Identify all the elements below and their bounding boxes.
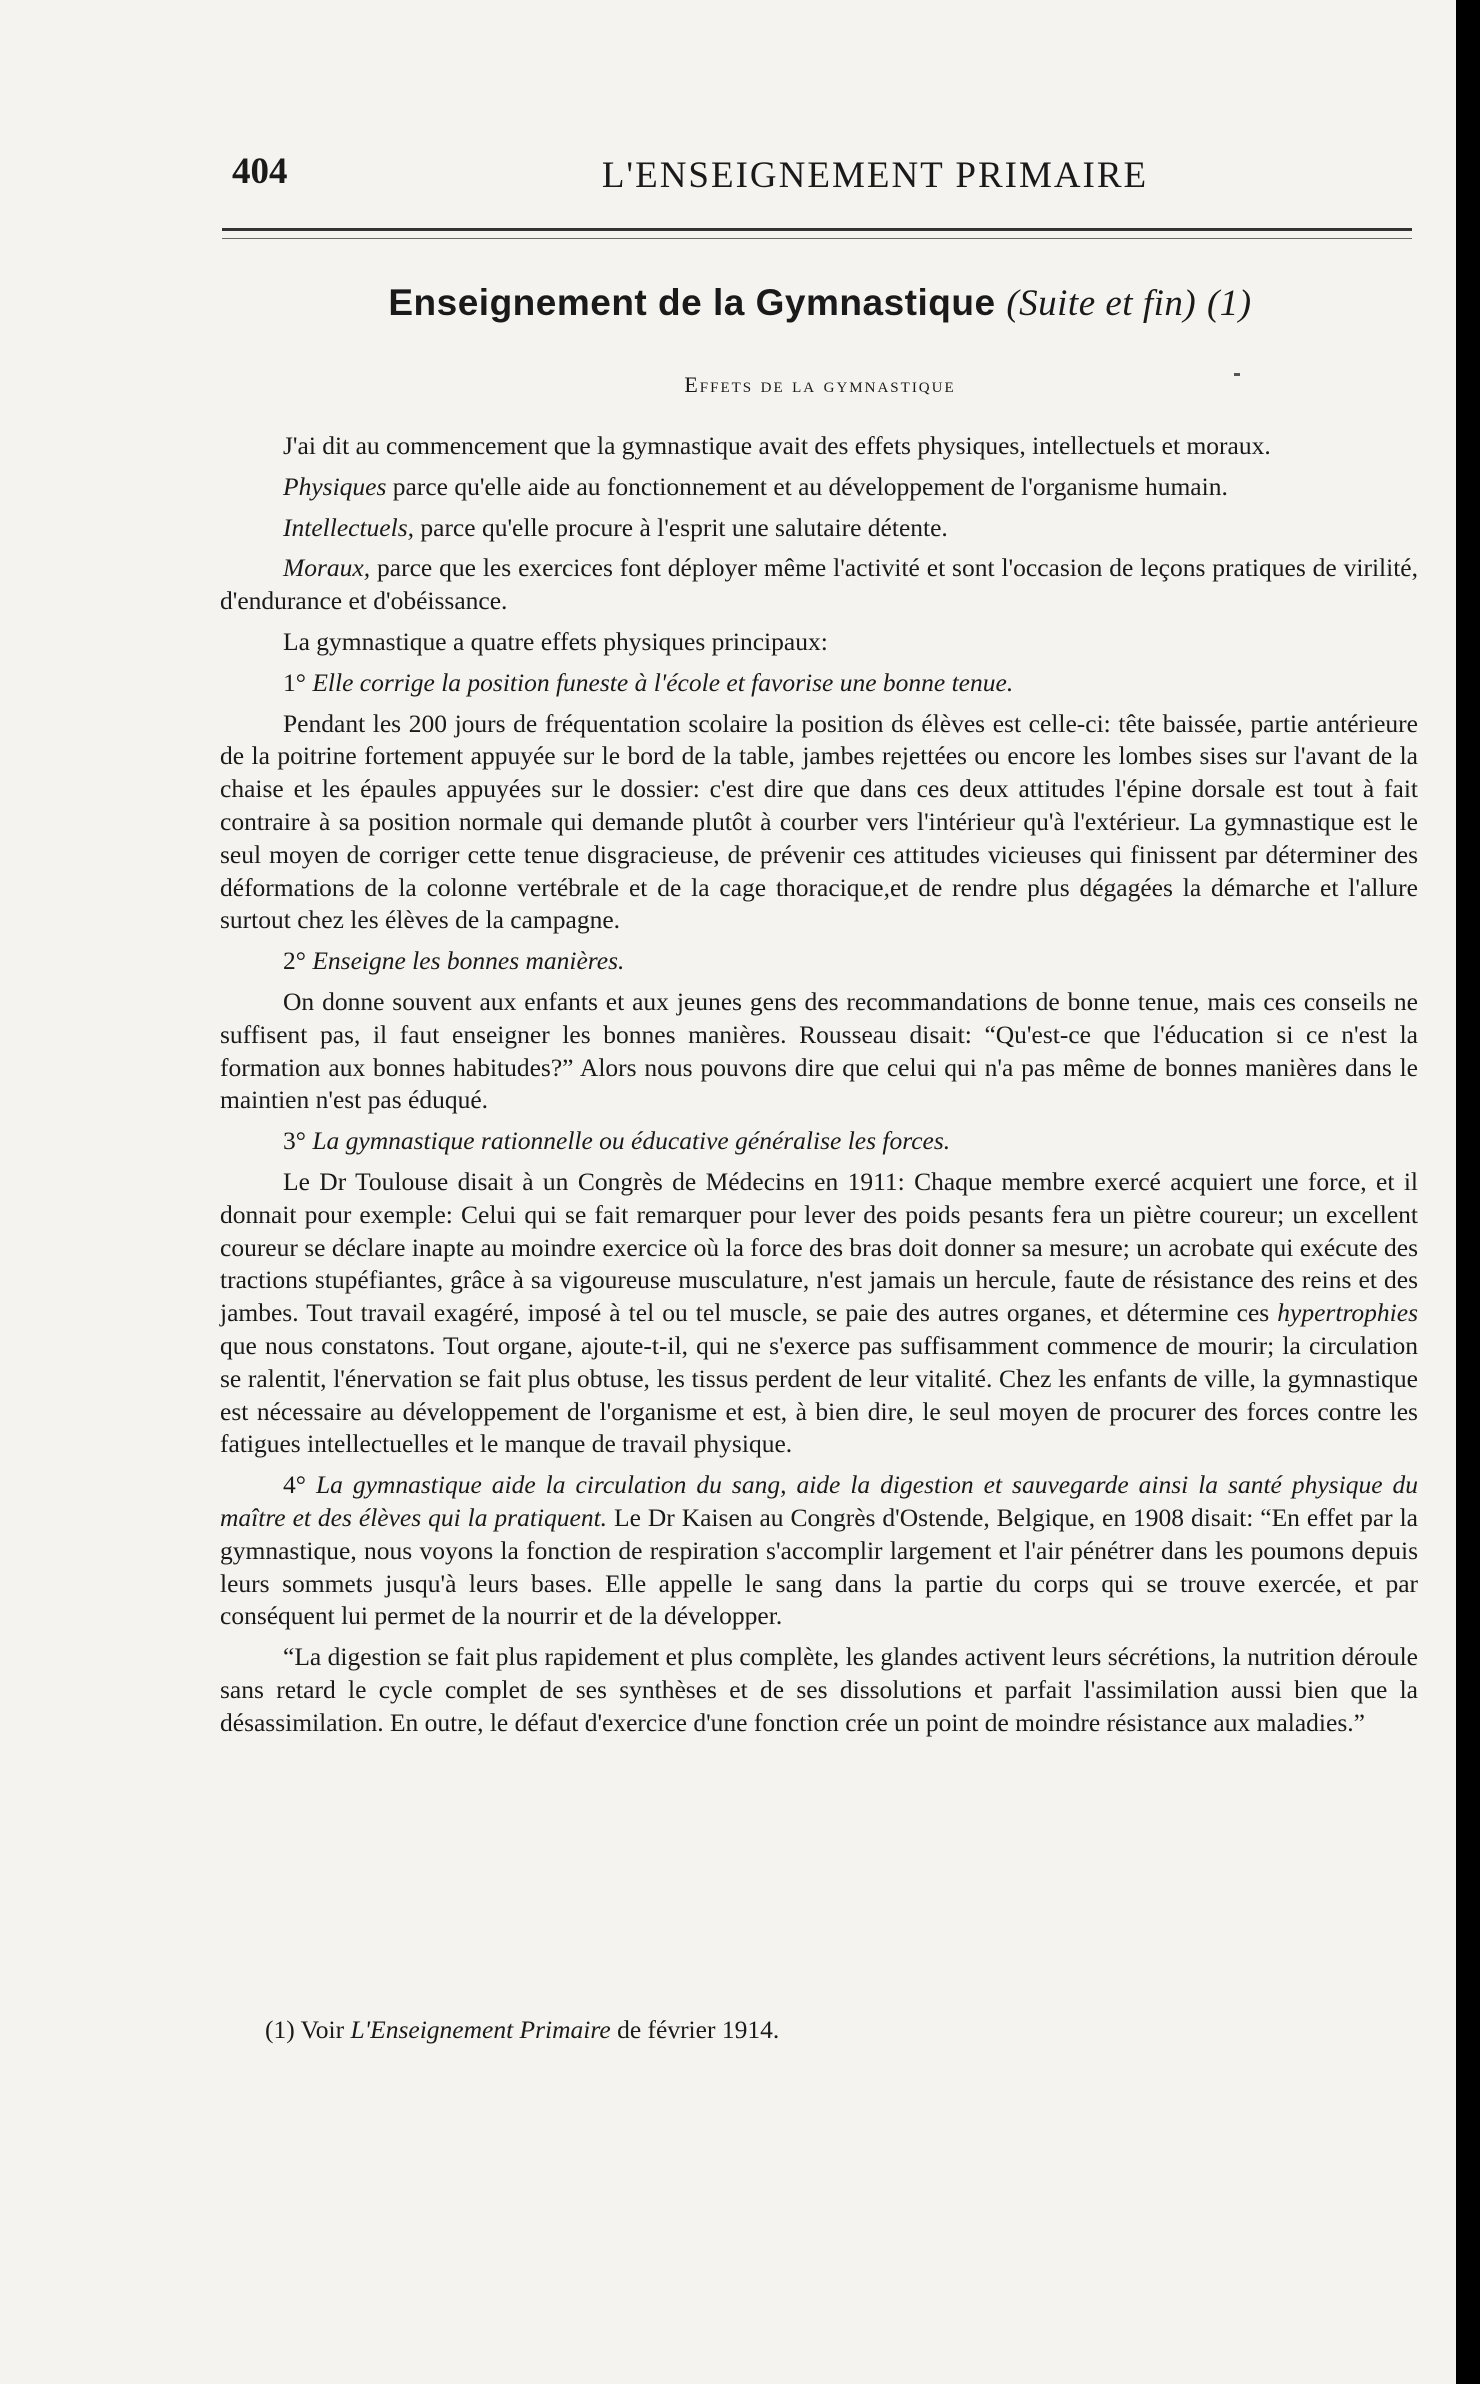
point-text: La gymnastique aide la circulation du sang, aide la digestion et sauvegarde ainsi la santé physique du maître et des élèves qui la pratiquent. xyxy=(220,1470,1418,1532)
point-3-heading xyxy=(220,1125,1418,1158)
paragraph-intro: J'ai dit au commencement que la gymnastique avait des effets physiques, intellectuels et moraux. xyxy=(283,431,1271,460)
paragraph-italic: hypertrophies xyxy=(1277,1298,1418,1328)
point-text: Elle corrige la position funeste à l'école et favorise une bonne tenue. xyxy=(312,667,1014,697)
article-body xyxy=(220,430,1418,1739)
paragraph-lead: Physiques xyxy=(283,471,387,501)
header-rule-thin xyxy=(222,238,1412,239)
paragraph-lead: Moraux, xyxy=(283,553,371,583)
article-title xyxy=(220,282,1420,325)
article-title-footnote-ref: (1) xyxy=(1206,283,1252,324)
article-title-text: Enseignement de la Gymnastique xyxy=(388,282,996,323)
point-number: 3° xyxy=(283,1126,306,1156)
point-number: 1° xyxy=(283,667,306,697)
section-heading: Effets de la gymnastique xyxy=(684,372,956,397)
point-text: La gymnastique rationnelle ou éducative généralise les forces. xyxy=(312,1126,951,1156)
footnote-text: Voir xyxy=(300,2015,351,2044)
paragraph-toulouse xyxy=(220,1166,1418,1461)
point-4-paragraph xyxy=(220,1469,1418,1633)
paragraph-text: Le Dr Kaisen au Congrès d'Ostende, Belgique, en 1908 disait: “En effet par la gymnastique, nous voyons la fonction de respiration s'accomplir largement et l'air pénétrer dans les poumons depuis leurs sommets jusqu'à leurs bases. Elle appelle le sang dans la partie du corps qui se trouve exercée, et par conséquent lui permet de la nourrir et de la développer. xyxy=(220,1502,1418,1631)
article-title-suite: (Suite et fin) xyxy=(1006,283,1197,324)
footnote-mark: (1) xyxy=(265,2015,295,2044)
paragraph-text: que nous constatons. Tout organe, ajoute-t-il, qui ne s'exerce pas suffisamment commence de mourir; la circulation se ralentit, l'énervation se fait plus obtuse, les tissus perdent de leur vitalité. Chez les enfants de ville, la gymnastique est nécessaire au développement de l'organisme et est, à bien dire, le seul moyen de procurer des forces contre les fatigues intellectuelles et le manque de travail physique. xyxy=(220,1330,1418,1459)
paragraph-physiques xyxy=(220,471,1418,504)
paragraph-text: parce qu'elle procure à l'esprit une salutaire détente. xyxy=(414,512,948,542)
point-number: 4° xyxy=(283,1470,306,1500)
running-title: L'ENSEIGNEMENT PRIMAIRE xyxy=(601,155,1149,196)
paragraph-intellectuels xyxy=(220,512,1418,545)
paragraph-lead: Intellectuels, xyxy=(283,512,414,542)
paragraph-text: parce qu'elle aide au fonctionnement et au développement de l'organisme humain. xyxy=(386,471,1228,501)
footnote-journal: L'Enseignement Primaire xyxy=(350,2015,611,2044)
point-2-heading xyxy=(220,945,1418,978)
footnote xyxy=(265,2015,1415,2045)
point-1-heading xyxy=(220,667,1418,700)
paragraph-manieres: On donne souvent aux enfants et aux jeunes gens des recommandations de bonne tenue, mais ces conseils ne suffisent pas, il faut enseigner les bonnes manières. Rousseau disait: “Qu'est-ce que l'éducation si ce n'est la formation aux bonnes habitudes?” Alors nous pouvons dire que celui qui n'a pas même de bonnes manières dans le maintien n'est pas éduqué. xyxy=(220,986,1418,1115)
paragraph-text: parce que les exercices font déployer même l'activité et sont l'occasion de leçons pratiques de virilité, d'endurance et d'obéissance. xyxy=(220,553,1418,616)
page-number: 404 xyxy=(232,151,288,192)
paragraph-moraux xyxy=(220,552,1418,618)
footnote-text: de février 1914. xyxy=(610,2015,780,2044)
print-speck xyxy=(1234,373,1240,376)
paragraph-digestion: “La digestion se fait plus rapidement et plus complète, les glandes activent leurs sécrétions, la nutrition déroule sans retard le cycle complet de ses synthèses et de ses dissolutions et parfait l'assimilation aussi bien que la désassimilation. En outre, le défaut d'exercice d'une fonction crée un point de moindre résistance aux maladies.” xyxy=(220,1642,1418,1737)
point-number: 2° xyxy=(283,946,306,976)
header-rule xyxy=(222,228,1412,231)
paragraph-text: Le Dr Toulouse disait à un Congrès de Médecins en 1911: Chaque membre exercé acquiert une force, et il donnait pour exemple: Celui qui se fait remarquer pour lever des poids pesants fera un piètre coureur; un excellent coureur se déclare inapte au moindre exercice où la force des bras doit donner sa mesure; un acrobate qui exécute des tractions stupéfiantes, grâce à sa vigoureuse musculature, n'est jamais un hercule, faute de résistance des reins et des jambes. Tout travail exagéré, imposé à tel ou tel muscle, se paie des autres organes, et détermine ces xyxy=(220,1166,1418,1328)
paragraph-effets: La gymnastique a quatre effets physiques principaux: xyxy=(283,626,828,656)
page-header xyxy=(220,150,1420,200)
point-text: Enseigne les bonnes manières. xyxy=(312,946,625,976)
paragraph-position: Pendant les 200 jours de fréquentation scolaire la position ds élèves est celle-ci: tête baissée, partie antérieure de la poitrine fortement appuyée sur le bord de la table, jambes rejettées ou encore les lombes sises sur l'avant de la chaise et les épaules appuyées sur le dossier: c'est dire que dans ces deux attitudes l'épine dorsale est tout à fait contraire à sa position normale qui demande plutôt à courber vers l'intérieur qu'à l'extérieur. La gymnastique est le seul moyen de corriger cette tenue disgracieuse, de prévenir ces attitudes vicieuses qui finissent par déterminer des déformations de la colonne vertébrale et de la cage thoracique,et de rendre plus dégagées la démarche et l'allure surtout chez les élèves de la campagne. xyxy=(220,708,1418,935)
